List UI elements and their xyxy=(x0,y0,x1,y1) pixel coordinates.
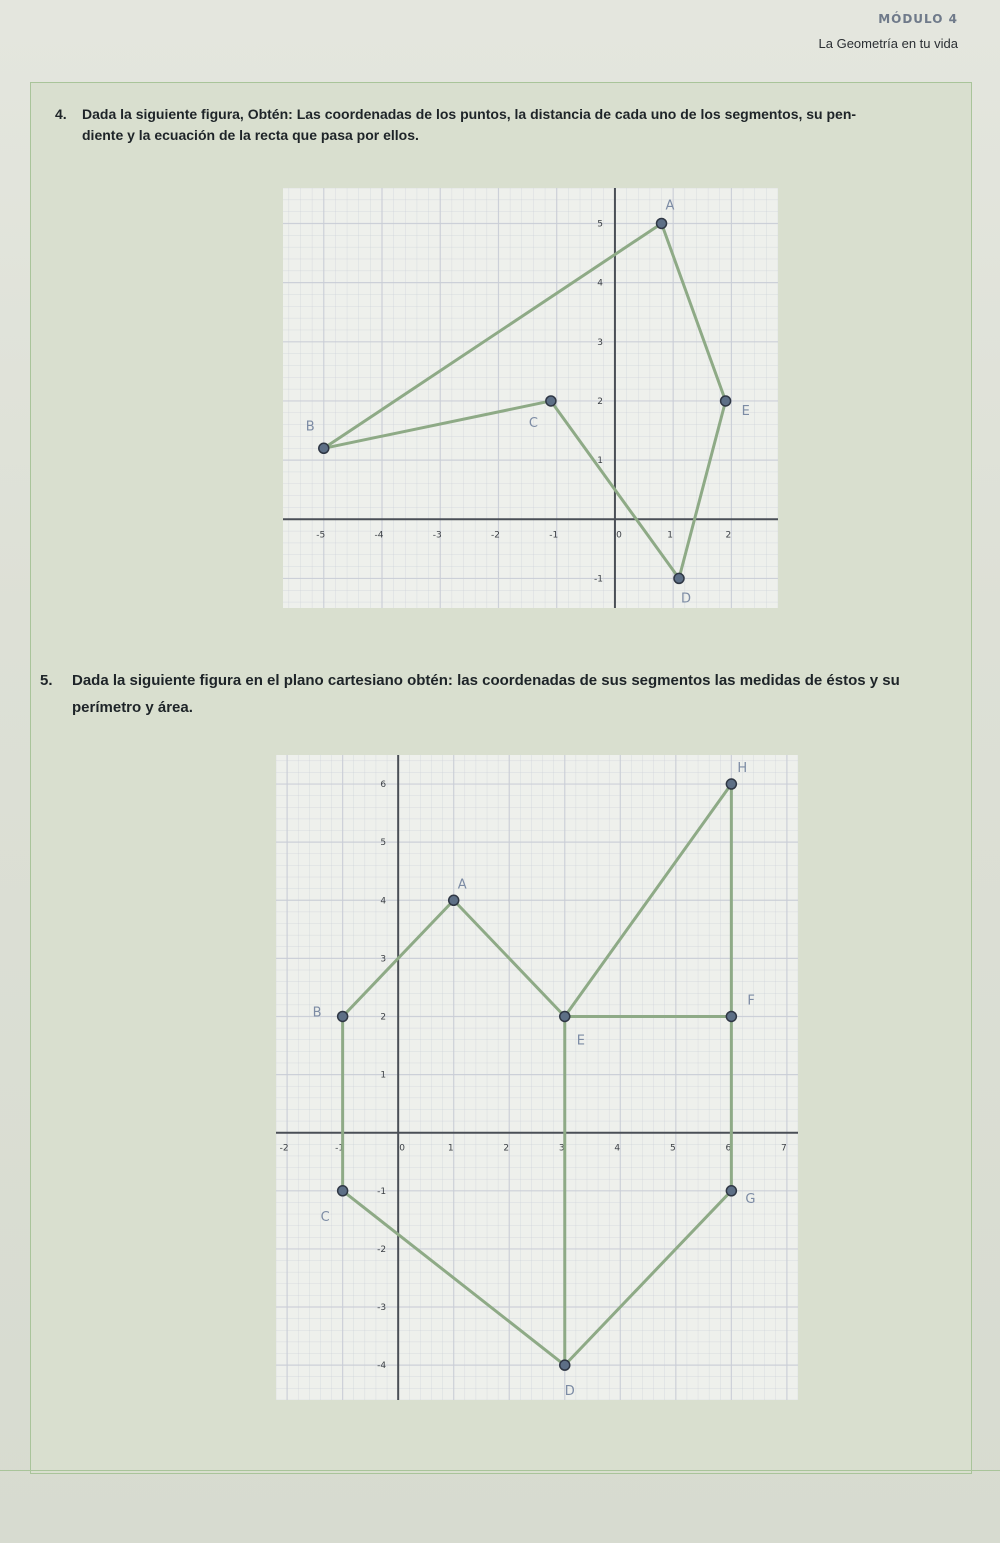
x-tick-label: -1 xyxy=(335,1143,345,1154)
point-label-A: A xyxy=(457,877,467,893)
y-tick-label: 3 xyxy=(380,954,387,965)
module-label: MÓDULO 4 xyxy=(878,12,958,26)
x-tick-label: -2 xyxy=(279,1143,289,1154)
x-tick-label: -2 xyxy=(490,530,500,541)
point-label-A: A xyxy=(665,198,675,214)
graph-5-svg xyxy=(276,755,798,1400)
question-4-line1: Dada la siguiente figura, Obtén: Las coordenadas de los puntos, la distancia de cada uno de los segmentos, su pen- xyxy=(82,106,857,122)
x-tick-label: 3 xyxy=(558,1143,565,1154)
x-tick-label: 4 xyxy=(614,1143,621,1154)
point-H xyxy=(726,779,736,789)
graph-question-4 xyxy=(283,188,778,608)
x-tick-label: 5 xyxy=(669,1143,676,1154)
question-4-line2: diente y la ecuación de la recta que pasa por ellos. xyxy=(82,127,419,143)
graph-question-5 xyxy=(276,755,798,1400)
y-tick-label: 2 xyxy=(380,1012,387,1023)
y-tick-label: 4 xyxy=(380,896,387,907)
point-label-D: D xyxy=(564,1384,575,1400)
y-tick-label: 5 xyxy=(597,219,603,230)
question-5-line2: perímetro y área. xyxy=(72,699,193,716)
point-label-E: E xyxy=(741,403,750,419)
x-tick-label: 2 xyxy=(725,530,732,541)
x-tick-label: 7 xyxy=(781,1143,787,1154)
point-C xyxy=(546,396,556,406)
y-tick-label: 3 xyxy=(597,337,603,348)
point-A xyxy=(657,218,667,228)
question-4-text xyxy=(82,104,962,146)
segment-AE xyxy=(662,223,726,400)
point-C xyxy=(338,1186,348,1196)
y-tick-label: 1 xyxy=(597,456,603,467)
point-B xyxy=(338,1011,348,1021)
point-D xyxy=(674,573,684,583)
x-tick-label: 1 xyxy=(447,1143,454,1154)
point-B xyxy=(319,443,329,453)
x-tick-label: -4 xyxy=(374,530,384,541)
point-label-H: H xyxy=(737,761,748,777)
x-tick-label: 0 xyxy=(616,530,622,541)
x-tick-label: 0 xyxy=(399,1143,406,1154)
y-tick-label: 5 xyxy=(380,838,387,849)
y-tick-label: 4 xyxy=(597,278,603,289)
point-label-B: B xyxy=(305,419,315,435)
x-tick-label: -3 xyxy=(432,530,442,541)
question-4-number: 4. xyxy=(55,106,67,122)
y-tick-label: -1 xyxy=(377,1186,387,1197)
question-5-line1: Dada la siguiente figura en el plano cartesiano obtén: las coordenadas de sus segmentos las medidas de éstos y su xyxy=(72,672,900,689)
question-5-number: 5. xyxy=(40,672,53,689)
y-tick-label: -4 xyxy=(377,1361,387,1372)
question-5-text xyxy=(72,667,992,721)
y-tick-label: 2 xyxy=(597,396,603,407)
y-tick-label: -2 xyxy=(377,1244,387,1255)
segment-GD xyxy=(565,1191,732,1365)
point-label-E: E xyxy=(576,1033,585,1049)
point-E xyxy=(560,1011,570,1021)
segment-ED xyxy=(679,401,726,578)
y-tick-label: 1 xyxy=(380,1070,387,1081)
y-tick-label: -1 xyxy=(593,574,603,585)
point-D xyxy=(560,1360,570,1370)
point-label-D: D xyxy=(681,591,692,607)
point-label-C: C xyxy=(528,415,538,431)
x-tick-label: 2 xyxy=(503,1143,510,1154)
footer-divider xyxy=(0,1470,1000,1471)
y-tick-label: -3 xyxy=(377,1303,387,1314)
point-label-G: G xyxy=(745,1191,756,1207)
x-tick-label: 6 xyxy=(725,1143,732,1154)
y-tick-label: 6 xyxy=(380,780,387,791)
point-G xyxy=(726,1186,736,1196)
point-A xyxy=(449,895,459,905)
x-tick-label: -1 xyxy=(549,530,559,541)
point-label-C: C xyxy=(320,1209,330,1225)
x-tick-label: 1 xyxy=(667,530,674,541)
x-tick-label: -5 xyxy=(316,530,326,541)
graph-4-svg xyxy=(283,188,778,608)
module-subtitle: La Geometría en tu vida xyxy=(818,36,958,51)
point-label-B: B xyxy=(312,1005,322,1021)
point-F xyxy=(726,1011,736,1021)
point-label-F: F xyxy=(747,993,755,1009)
point-E xyxy=(721,396,731,406)
